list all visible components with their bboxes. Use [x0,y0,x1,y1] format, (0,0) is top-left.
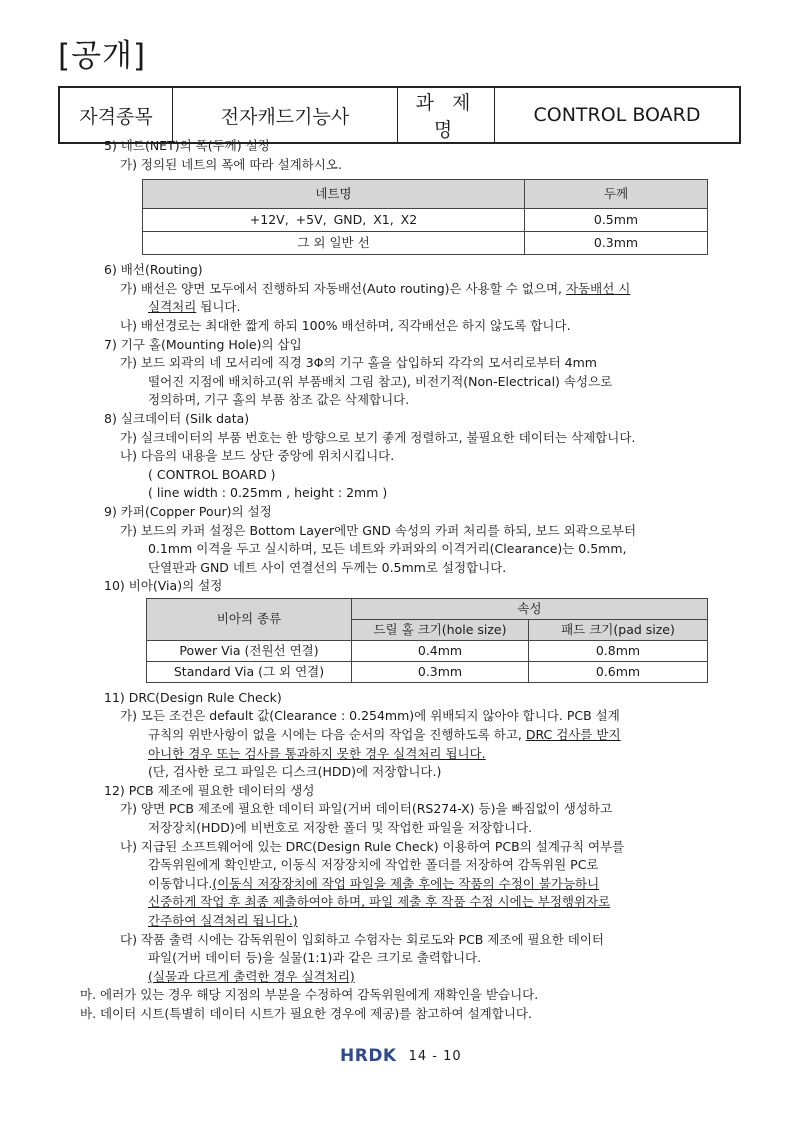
section-7-heading: 7) 기구 홀(Mounting Hole)의 삽입 [104,336,302,352]
page-header-label: [공개] [58,38,147,74]
section-11-item-a-line2 [80,726,745,745]
section-11-line2-underlined: DRC 검사를 받지 [525,727,621,743]
section-12-item-b-line2: 감독위원에게 확인받고, 이동식 저장장치에 작업한 폴더를 저장하여 감독위원 PC로 [148,857,599,873]
section-6-heading: 6) 배선(Routing) [104,262,203,278]
section-12-b3-underlined: (이동식 저장장치에 작업 파일을 제출 후에는 작품의 수정이 불가능하니 [212,875,600,891]
title-table [58,86,741,144]
section-9-item-a-line1: 가) 보드의 카퍼 설정은 Bottom Layer에만 GND 속성의 카퍼 처리를 하되, 보드 외곽으로부터 [120,522,637,538]
section-8-silk-spec: ( line width : 0.25mm , height : 2mm ) [148,485,388,501]
section-8-item-b: 나) 다음의 내용을 보드 상단 중앙에 위치시킵니다. [120,448,395,464]
table-row [143,232,708,255]
section-12-item-b-line5: 간주하여 실격처리 됩니다.) [148,913,298,928]
via-type-cell: Power Via (전원선 연결) [147,640,352,661]
section-5-item-a: 가) 정의된 네트의 폭에 따라 설계하시오. [120,156,342,172]
section-9-item-a-line2: 0.1mm 이격을 두고 실시하며, 모든 네트와 카퍼와의 이격거리(Clearance)는 0.5mm, [148,541,627,557]
net-width-cell: 0.3mm [525,232,708,255]
via-hole-header: 드릴 홀 크기(hole size) [352,619,529,640]
section-6-item-a [80,280,745,299]
section-10-heading: 10) 비아(Via)의 설정 [104,578,223,594]
net-width-table [142,179,708,255]
section-11-item-a-line1: 가) 모든 조건은 default 값(Clearance : 0.254mm)에 위배되지 않아야 합니다. PCB 설계 [120,708,620,724]
section-6-item-a-cont [80,298,745,317]
section-7-item-a-line1: 가) 보드 외곽의 네 모서리에 직경 3Φ의 기구 홀을 삽입하되 각각의 모서리로부터 4mm [120,355,597,371]
section-12-item-b-line3 [80,875,745,894]
cert-label: 자격종목 [59,87,173,143]
section-12-item-a-line1: 가) 양면 PCB 제조에 필요한 데이터 파일(거버 데이터(RS274-X) 등)을 빠짐없이 생성하고 [120,801,613,817]
section-7-item-a-line2: 떨어진 지점에 배치하고(위 부품배치 그림 참고), 비전기적(Non-Electrical) 속성으로 [148,373,613,389]
section-9-heading: 9) 카퍼(Copper Pour)의 설정 [104,503,272,519]
via-table [146,598,708,683]
table-row [147,640,708,661]
net-name-cell: +12V, +5V, GND, X1, X2 [143,209,525,232]
table-row [143,209,708,232]
section-5-heading: 5) 네트(NET)의 폭(두께) 설정 [104,138,270,153]
document-body [80,137,745,1024]
net-width-header: 두께 [525,180,708,209]
task-value: CONTROL BOARD [495,87,741,143]
section-6-disqualify-underlined: 실격처리 [148,299,197,315]
section-12-item-c-line1: 다) 작품 출력 시에는 감독위원이 입회하고 수험자는 회로도와 PCB 제조에 필요한 데이터 [120,931,604,947]
via-hole-cell: 0.4mm [352,640,529,661]
section-11-item-a-line4: (단, 검사한 로그 파일은 디스크(HDD)에 저장합니다.) [148,764,442,780]
cert-value: 전자캐드기능사 [173,87,398,143]
section-12-item-c-line2: 파일(거버 데이터 등)을 실물(1:1)과 같은 크기로 출력합니다. [148,950,482,966]
via-pad-cell: 0.6mm [529,661,708,682]
section-6-item-a-underlined: 자동배선 시 [565,280,631,296]
section-8-heading: 8) 실크데이터 (Silk data) [104,410,250,426]
via-type-cell: Standard Via (그 외 연결) [147,661,352,682]
section-12-item-a-line2: 저장장치(HDD)에 비번호로 저장한 폴더 및 작업한 파일을 저장합니다. [148,820,533,836]
table-row [147,661,708,682]
section-7-item-a-line3: 정의하며, 기구 홀의 부품 참조 값은 삭제합니다. [148,392,410,408]
item-ba: 바. 데이터 시트(특별히 데이터 시트가 필요한 경우에 제공)를 참고하여 설계합니다. [80,1005,532,1021]
section-12-item-b-line1: 나) 지급된 소프트웨어에 있는 DRC(Design Rule Check) 이용하여 PCB의 설계규칙 여부를 [120,838,625,854]
page-number: 14 - 10 [408,1048,462,1064]
section-8-item-a: 가) 실크데이터의 부품 번호는 한 방향으로 보기 좋게 정렬하고, 불필요한 데이터는 삭제합니다. [120,429,636,445]
section-11-item-a-line3: 아니한 경우 또는 검사를 통과하지 못한 경우 실격처리 됩니다. [148,745,486,761]
item-ma: 마. 에러가 있는 경우 해당 지점의 부분을 수정하여 감독위원에게 재확인을 받습니다. [80,987,539,1003]
net-name-header: 네트명 [143,180,525,209]
via-pad-cell: 0.8mm [529,640,708,661]
section-12-heading: 12) PCB 제조에 필요한 데이터의 생성 [104,782,315,798]
section-12-b3-text: 이동합니다. [148,875,213,891]
net-width-cell: 0.5mm [525,209,708,232]
section-6-item-a-text: 가) 배선은 양면 모두에서 진행하되 자동배선(Auto routing)은 사용할 수 없으며, [120,280,566,296]
via-type-header: 비아의 종류 [147,598,352,640]
section-12-item-c-line3: (실물과 다르게 출력한 경우 실격처리) [148,968,355,984]
task-label: 과 제 명 [398,87,495,143]
section-6-item-a-cont-text: 됩니다. [196,299,241,315]
page-footer [340,1046,462,1066]
section-12-item-b-line4: 신중하게 작업 후 최종 제출하여야 하며, 파일 제출 후 작품 수정 시에는 부정행위자로 [148,894,611,910]
section-9-item-a-line3: 단열판과 GND 네트 사이 연결선의 두께는 0.5mm로 설정합니다. [148,559,507,575]
section-11-line2-text: 규칙의 위반사항이 없을 시에는 다음 순서의 작업을 진행하도록 하고, [148,727,526,743]
via-hole-cell: 0.3mm [352,661,529,682]
section-11-heading: 11) DRC(Design Rule Check) [104,689,282,705]
via-pad-header: 패드 크기(pad size) [529,619,708,640]
section-8-board-name: ( CONTROL BOARD ) [148,466,276,482]
section-6-item-b: 나) 배선경로는 최대한 짧게 하되 100% 배선하며, 직각배선은 하지 않도록 합니다. [120,317,571,333]
net-name-cell: 그 외 일반 선 [143,232,525,255]
hrdk-logo: HRDK [340,1046,397,1066]
via-attr-header: 속성 [352,598,708,619]
